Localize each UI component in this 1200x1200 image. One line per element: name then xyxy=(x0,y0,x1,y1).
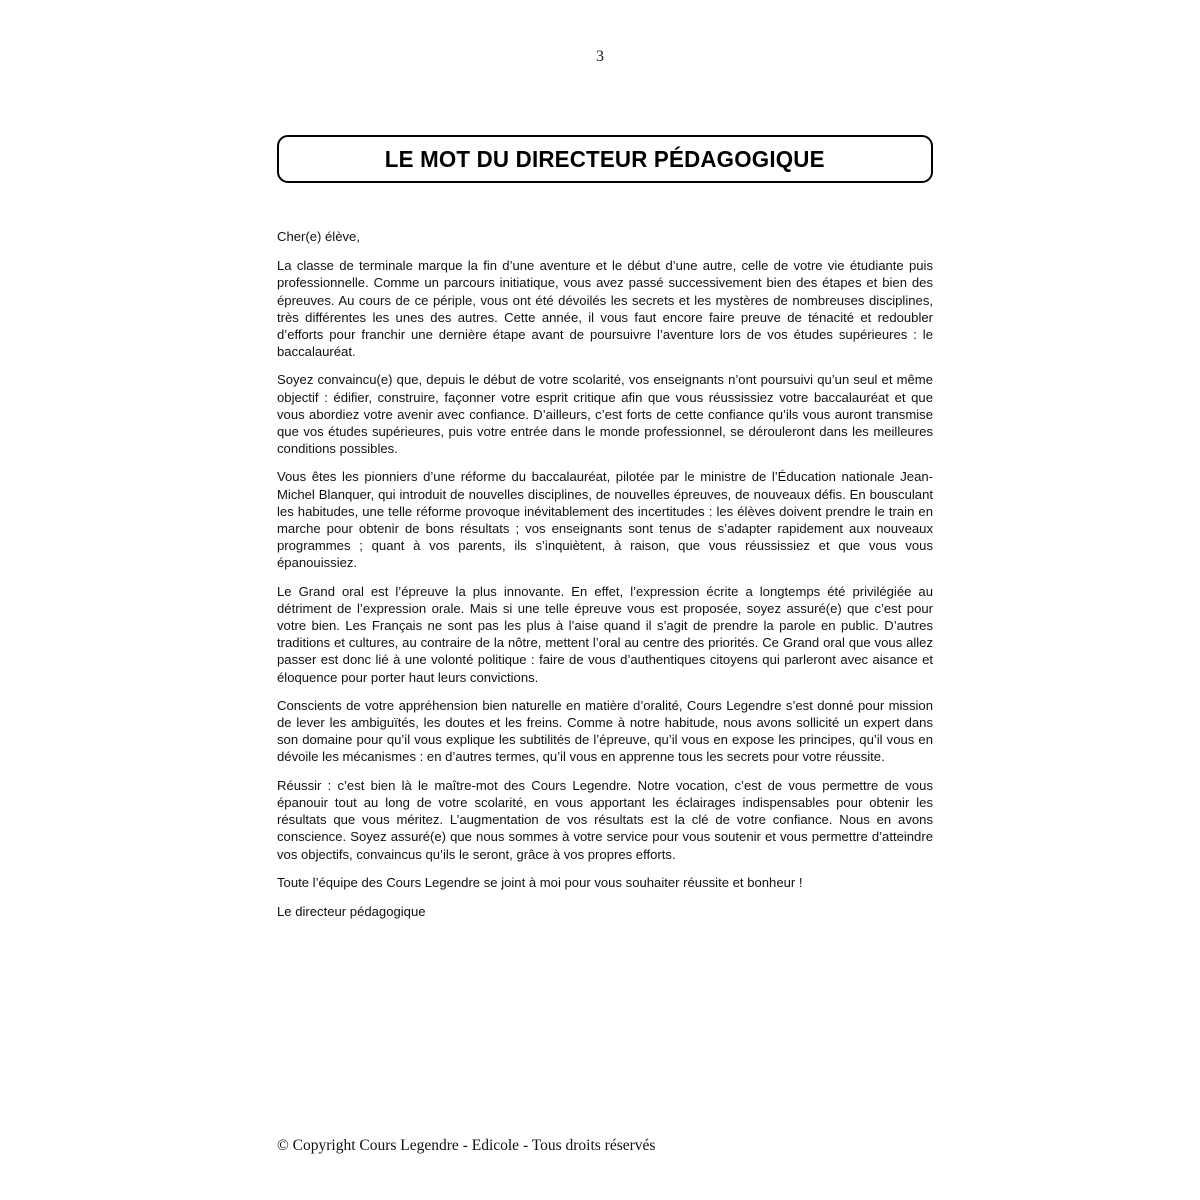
letter-paragraph: Conscients de votre appréhension bien naturelle en matière d’oralité, Cours Legendre s’est donné pour mission de lever les ambiguïtés, les doutes et les freins. Comme à notre habitude, nous avons sollicité un expert dans son domaine pour qu’il vous explique les subtilités de l’épreuve, qu’il vous en expose les principes, qu’il vous en dévoile les mécanismes : en d’autres termes, qu’il vous en apprenne tous les secrets pour votre réussite. xyxy=(277,697,933,765)
letter-body xyxy=(277,228,933,920)
letter-closing: Toute l’équipe des Cours Legendre se joint à moi pour vous souhaiter réussite et bonheur ! xyxy=(277,874,803,890)
page-number: 3 xyxy=(596,48,604,65)
letter-paragraph: Vous êtes les pionniers d’une réforme du baccalauréat, pilotée par le ministre de l’Éducation nationale Jean-Michel Blanquer, qui introduit de nouvelles disciplines, de nouvelles épreuves, de nouveaux défis. En bousculant les habitudes, une telle réforme provoque inévitablement des incertitudes : les élèves doivent prendre le train en marche pour obtenir de bons résultats ; vos enseignants sont tenus de s’adapter rapidement aux nouveaux programmes ; quant à vos parents, ils s’inquiètent, à raison, que vous réussissiez et que vous vous épanouissiez. xyxy=(277,469,933,571)
letter-salutation: Cher(e) élève, xyxy=(277,229,360,244)
letter-signature: Le directeur pédagogique xyxy=(277,903,426,919)
title-banner xyxy=(277,135,933,183)
letter-paragraph: Réussir : c’est bien là le maître-mot des Cours Legendre. Notre vocation, c’est de vous permettre de vous épanouir tout au long de votre scolarité, en vous apportant les éclairages indispensables pour obtenir les résultats que vous méritez. L’augmentation de vos résultats est la clé de votre confiance. Nous en avons conscience. Soyez assuré(e) que nous sommes à votre service pour vous soutenir et vous permettre d’atteindre vos objectifs, convaincus qu’ils le seront, grâce à vos propres efforts. xyxy=(277,777,933,862)
letter-paragraph: La classe de terminale marque la fin d’une aventure et le début d’une autre, celle de votre vie étudiante puis professionnelle. Comme un parcours initiatique, vous avez passé successivement bien des étapes et bien des épreuves. Au cours de ce périple, vous ont été dévoilés les secrets et les mystères de nombreuses disciplines, très différentes les unes des autres. Cette année, il vous faut encore faire preuve de ténacité et redoubler d’efforts pour franchir une dernière étape avant de poursuivre l’aventure lors de vos études supérieures : le baccalauréat. xyxy=(277,258,933,360)
letter-paragraph: Soyez convaincu(e) que, depuis le début de votre scolarité, vos enseignants n’ont poursuivi qu’un seul et même objectif : édifier, construire, façonner votre esprit critique afin que vous réussissiez votre baccalauréat et que vous abordiez votre avenir avec confiance. D’ailleurs, c’est forts de cette confiance qu’ils vous auront transmise que vos études supérieures, puis votre entrée dans le monde professionnel, se dérouleront dans les meilleures conditions possibles. xyxy=(277,372,933,457)
letter-paragraph: Le Grand oral est l’épreuve la plus innovante. En effet, l’expression écrite a longtemps été privilégiée au détriment de l’expression orale. Mais si une telle épreuve vous est proposée, soyez assuré(e) que c’est pour votre bien. Les Français ne sont pas les plus à l’aise quand il s’agit de prendre la parole en public. D’autres traditions et cultures, au contraire de la nôtre, mettent l’oral au centre des priorités. Ce Grand oral que vous allez passer est donc lié à une volonté politique : faire de vous d’authentiques citoyens qui parleront avec aisance et éloquence pour porter haut leurs convictions. xyxy=(277,583,933,685)
footer-copyright: © Copyright Cours Legendre - Edicole - Tous droits réservés xyxy=(277,1137,656,1154)
page-title: LE MOT DU DIRECTEUR PÉDAGOGIQUE xyxy=(385,146,825,172)
